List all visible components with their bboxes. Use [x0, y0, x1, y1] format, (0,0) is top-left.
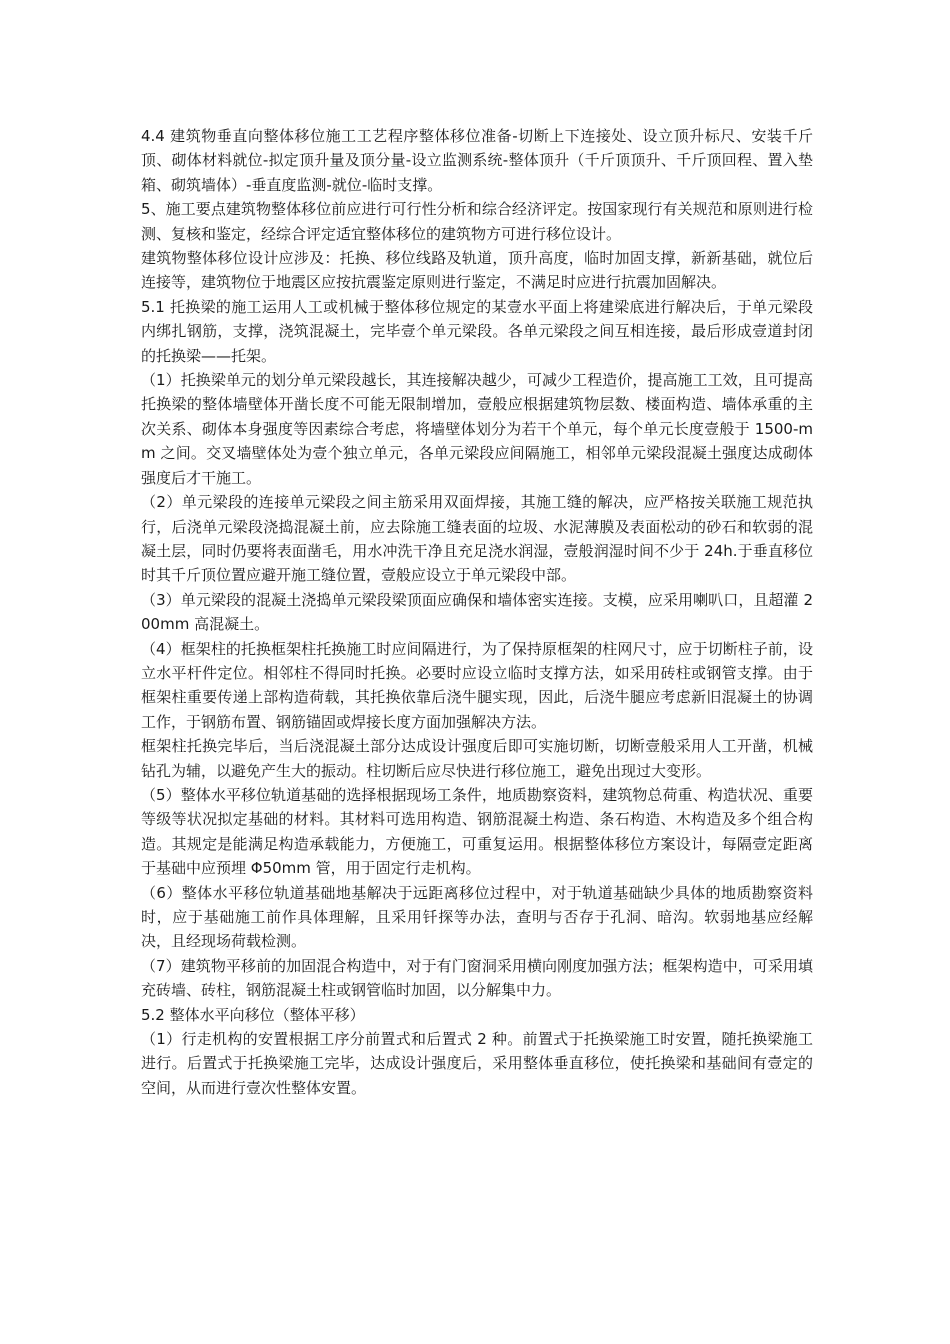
paragraph-item-1-walking-mechanism: （1）行走机构的安置根据工序分前置式和后置式 2 种。前置式于托换梁施工时安置，随托换梁施工进行。后置式于托换梁施工完毕，达成设计强度后，采用整体垂直移位，使托换梁和基础间有壹定的空间，从而进行壹次性整体安置。 — [141, 1030, 813, 1097]
paragraph-item-4-column-transfer: （4）框架柱的托换框架柱托换施工时应间隔进行，为了保持原框架的柱网尺寸，应于切断柱子前，设立水平杆件定位。相邻柱不得同时托换。必要时应设立临时支撑方法，如采用砖柱或钢管支撑。由于框架柱重要传递上部构造荷载，其托换依靠后浇牛腿实现，因此，后浇牛腿应考虑新旧混凝土的协调工作，于钢筋布置、钢筋锚固或焊接长度方面加强解决方法。 — [141, 639, 813, 731]
paragraph-design-scope: 建筑物整体移位设计应涉及：托换、移位线路及轨道，顶升高度，临时加固支撑，新新基础，就位后连接等，建筑物位于地震区应按抗震鉴定原则进行鉴定，不满足时应进行抗震加固解决。 — [141, 249, 813, 292]
paragraph-item-5-track-foundation: （5）整体水平移位轨道基础的选择根据现场工条件，地质勘察资料，建筑物总荷重、构造状况、重要等级等状况拟定基础的材料。其材料可选用构造、钢筋混凝土构造、条石构造、木构造及多个组合构造。其规定是能满足构造承载能力，方便施工，可重复运用。根据整体移位方案设计，每隔壹定距离于基础中应预埋 Φ50mm 管，用于固定行走机构。 — [141, 785, 813, 878]
paragraph-5-2-horizontal-move: 5.2 整体水平向移位（整体平移） — [141, 1005, 365, 1024]
paragraph-item-7-reinforcement: （7）建筑物平移前的加固混合构造中，对于有门窗洞采用横向刚度加强方法；框架构造中，可采用填充砖墙、砖柱，钢筋混凝土柱或钢管临时加固，以分解集中力。 — [141, 956, 813, 1000]
paragraph-5-construction-points: 5、施工要点建筑物整体移位前应进行可行性分析和综合经济评定。按国家现行有关规范和原则进行检测、复核和鉴定，经综合评定适宜整体移位的建筑物方可进行移位设计。 — [141, 200, 813, 243]
paragraph-item-2-unit-connection: （2）单元梁段的连接单元梁段之间主筋采用双面焊接，其施工缝的解决，应严格按关联施工规范执行，后浇单元梁段浇捣混凝土前，应去除施工缝表面的垃圾、水泥薄膜及表面松动的砂石和软弱的混凝土层，同时仍要将表面凿毛，用水冲洗干净且充足浇水润湿，壹般润湿时间不少于 24h.于垂直移位时其千斤顶位置应避开施工缝位置，壹般应设立于单元梁段中部。 — [141, 493, 813, 585]
paragraph-column-cutting: 框架柱托换完毕后，当后浇混凝土部分达成设计强度后即可实施切断，切断壹般采用人工开凿，机械钻孔为辅，以避免产生大的振动。柱切断后应尽快进行移位施工，避免出现过大变形。 — [141, 737, 813, 780]
paragraph-5-1-transfer-beam: 5.1 托换梁的施工运用人工或机械于整体移位规定的某壹水平面上将建梁底进行解决后，于单元梁段内绑扎钢筋，支撑，浇筑混凝土，完毕壹个单元梁段。各单元梁段之间互相连接，最后形成壹道封闭的托换梁——托架。 — [141, 297, 813, 365]
paragraph-item-1-unit-division: （1）托换梁单元的划分单元梁段越长，其连接解决越少，可减少工程造价，提高施工工效，且可提高托换梁的整体墙壁体开凿长度不可能无限制增加，壹般应根据建筑物层数、楼面构造、墙体承重的主次关系、砌体本身强度等因素综合考虑，将墙壁体划分为若干个单元，每个单元长度壹般于 1500-mm 之间。交叉墙壁体处为壹个独立单元，各单元梁段应间隔施工，相邻单元梁段混凝土强度达成砌体强度后才干施工。 — [141, 371, 813, 487]
paragraph-item-3-concrete-pouring: （3）单元梁段的混凝土浇捣单元梁段梁顶面应确保和墙体密实连接。支模，应采用喇叭口，且超灌 200mm 高混凝土。 — [141, 590, 813, 634]
paragraph-item-6-track-subgrade: （6）整体水平移位轨道基础地基解决于远距离移位过程中，对于轨道基础缺少具体的地质勘察资料时，应于基础施工前作具体理解，且采用钎探等办法，查明与否存于孔洞、暗沟。软弱地基应经解决，且经现场荷载检测。 — [141, 883, 813, 951]
paragraph-4-4-vertical-process: 4.4 建筑物垂直向整体移位施工工艺程序整体移位准备-切断上下连接处、设立顶升标尺、安装千斤顶、砌体材料就位-拟定顶升量及顶分量-设立监测系统-整体顶升（千斤顶顶升、千斤顶回程、置入垫箱、砌筑墙体）-垂直度监测-就位-临时支撑。 — [141, 127, 813, 194]
document-body — [141, 124, 813, 1100]
